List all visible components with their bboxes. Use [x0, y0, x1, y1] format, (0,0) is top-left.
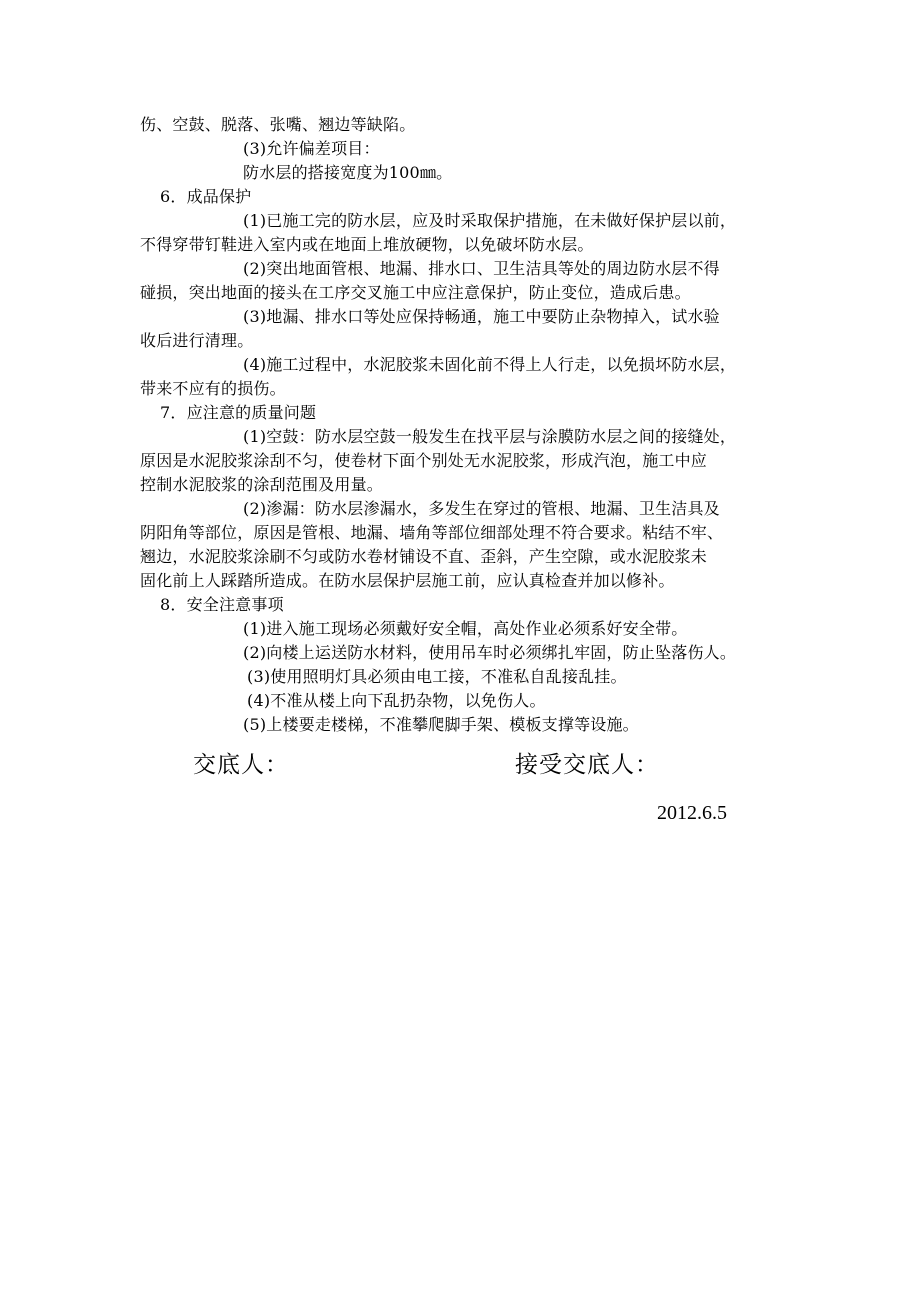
text-line-10: 收后进行清理。: [140, 331, 254, 350]
text-line-18: 阴阳角等部位，原因是管根、地漏、墙角等部位细部处理不符合要求。粘结不牢、: [140, 523, 724, 542]
text-line-7: (2)突出地面管根、地漏、排水口、卫生洁具等处的周边防水层不得: [243, 259, 720, 278]
text-line-22: (1)进入施工现场必须戴好安全帽，高处作业必须系好安全带。: [243, 619, 688, 638]
text-line-16: 控制水泥胶浆的涂刮范围及用量。: [140, 475, 384, 494]
text-line-24: (3)使用照明灯具必须由电工接，不准私自乱接乱挂。: [247, 667, 627, 686]
document-date: 2012.6.5: [657, 802, 727, 824]
text-line-5: (1)已施工完的防水层，应及时采取保护措施，在未做好保护层以前，: [243, 211, 737, 230]
text-line-23: (2)向楼上运送防水材料，使用吊车时必须绑扎牢固，防止坠落伤人。: [243, 643, 737, 662]
receiver-label: 接受交底人：: [515, 752, 659, 778]
section-heading-6: 6．成品保护: [160, 187, 252, 206]
text-line-2: (3)允许偏差项目：: [243, 139, 380, 158]
text-line-14: (1)空鼓：防水层空鼓一般发生在找平层与涂膜防水层之间的接缝处，: [243, 427, 737, 446]
text-line-12: 带来不应有的损伤。: [140, 379, 286, 398]
text-line-1: 伤、空鼓、脱落、张嘴、翘边等缺陷。: [140, 115, 416, 134]
text-line-26: (5)上楼要走楼梯，不准攀爬脚手架、模板支撑等设施。: [243, 715, 639, 734]
text-line-3: 防水层的搭接宽度为100㎜。: [243, 163, 453, 182]
section-heading-7: 7．应注意的质量问题: [160, 403, 317, 422]
text-line-6: 不得穿带钉鞋进入室内或在地面上堆放硬物，以免破坏防水层。: [140, 235, 594, 254]
text-line-8: 碰损，突出地面的接头在工序交叉施工中应注意保护，防止变位，造成后患。: [140, 283, 691, 302]
text-line-9: (3)地漏、排水口等处应保持畅通，施工中要防止杂物掉入，试水验: [243, 307, 720, 326]
discloser-label: 交底人：: [193, 752, 289, 778]
text-line-25: (4)不准从楼上向下乱扔杂物，以免伤人。: [247, 691, 546, 710]
text-line-19: 翘边，水泥胶浆涂刷不匀或防水卷材铺设不直、歪斜，产生空隙，或水泥胶浆未: [140, 547, 708, 566]
text-line-11: (4)施工过程中，水泥胶浆未固化前不得上人行走，以免损坏防水层，: [243, 355, 737, 374]
text-line-20: 固化前上人踩踏所造成。在防水层保护层施工前，应认真检查并加以修补。: [140, 571, 675, 590]
section-heading-8: 8．安全注意事项: [160, 595, 284, 614]
text-line-15: 原因是水泥胶浆涂刮不匀，使卷材下面个别处无水泥胶浆，形成汽泡，施工中应: [140, 451, 708, 470]
text-line-17: (2)渗漏：防水层渗漏水，多发生在穿过的管根、地漏、卫生洁具及: [243, 499, 720, 518]
